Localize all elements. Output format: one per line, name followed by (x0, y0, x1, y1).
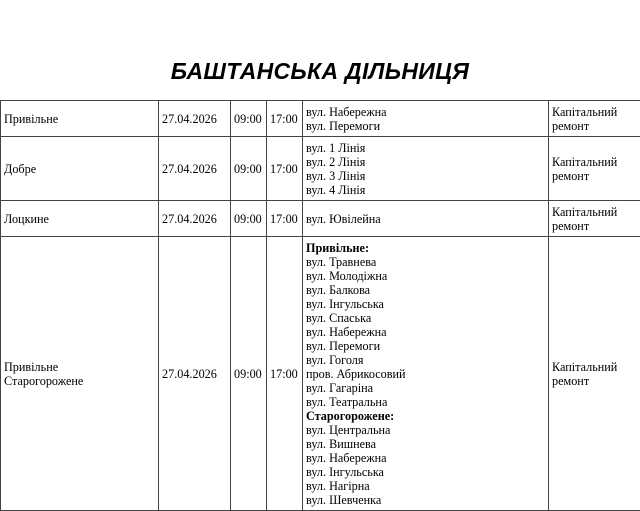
end-time-cell: 17:00 (267, 201, 303, 237)
settlement-cell: Лоцкине (1, 201, 159, 237)
streets-cell: вул. 1 Лінія вул. 2 Лінія вул. 3 Лінія вул. 4 Лінія (303, 137, 549, 201)
date-cell: 27.04.2026 (159, 101, 231, 137)
settlement-cell: Добре (1, 137, 159, 201)
end-time-cell: 17:00 (267, 101, 303, 137)
page-title: БАШТАНСЬКА ДІЛЬНИЦЯ (0, 58, 640, 85)
street-group-heading: Старогорожене: (306, 409, 545, 423)
date-cell: 27.04.2026 (159, 137, 231, 201)
end-time-cell: 17:00 (267, 137, 303, 201)
outage-schedule-table (0, 100, 640, 511)
start-time-cell: 09:00 (231, 237, 267, 511)
work-type-cell: Капітальний ремонт (549, 101, 640, 137)
end-time-cell: 17:00 (267, 237, 303, 511)
work-type-cell: Капітальний ремонт (549, 201, 640, 237)
work-type-cell: Капітальний ремонт (549, 237, 640, 511)
date-cell: 27.04.2026 (159, 201, 231, 237)
streets-cell: вул. Набережна вул. Перемоги (303, 101, 549, 137)
streets-cell: вул. Ювілейна (303, 201, 549, 237)
table-row (1, 237, 640, 511)
table-row (1, 137, 640, 201)
settlement-cell: Привільне Старогорожене (1, 237, 159, 511)
street-group-heading: Привільне: (306, 241, 545, 255)
table-row (1, 201, 640, 237)
table-row (1, 101, 640, 137)
streets-cell: Привільне: вул. Травнева вул. Молодіжна вул. Балкова вул. Інгульська вул. Спаська вул. Набережна вул. Перемоги вул. Гоголя пров. Абрикосовий вул. Гагаріна вул. Театральна Старогорожене: вул. Центральна вул. Вишнева вул. Набережна вул. Інгульська вул. Нагірна вул. Шевченка (303, 237, 549, 511)
work-type-cell: Капітальний ремонт (549, 137, 640, 201)
date-cell: 27.04.2026 (159, 237, 231, 511)
start-time-cell: 09:00 (231, 137, 267, 201)
start-time-cell: 09:00 (231, 101, 267, 137)
settlement-cell: Привільне (1, 101, 159, 137)
start-time-cell: 09:00 (231, 201, 267, 237)
